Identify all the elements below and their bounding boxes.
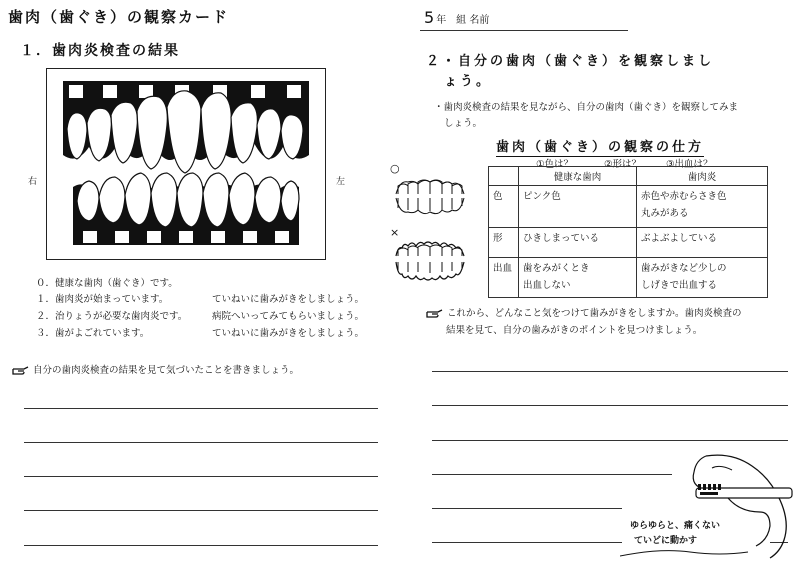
legend-item-1	[36, 292, 376, 308]
section-2-heading	[426, 52, 714, 92]
legend-3-text: ３．歯がよごれています。	[36, 328, 150, 339]
gingivitis-bleeding-line-2: しげきで出血する	[641, 280, 718, 291]
class-name-label: 年 組 名前	[436, 15, 490, 26]
row-label-bleeding: 出血	[489, 258, 519, 298]
legend-item-3	[36, 326, 376, 342]
writing-line[interactable]	[24, 408, 378, 409]
row-label-color: 色	[489, 186, 519, 228]
intro-line-2: しょう。	[444, 118, 483, 129]
cell-healthy-shape: ひきしまっている	[519, 228, 637, 258]
gingivitis-bleeding-line-1: 歯みがきなど少しの	[641, 263, 727, 274]
writing-line[interactable]	[432, 405, 788, 406]
gum-comparison-table	[488, 166, 768, 298]
writing-line[interactable]	[24, 442, 378, 443]
left-instruction-text: 自分の歯肉炎検査の結果を見て気づいたことを書きましょう。	[33, 365, 300, 376]
caption-line-1: ゆらゆらと、痛くない	[630, 521, 721, 531]
writing-line[interactable]	[432, 508, 622, 509]
cell-healthy-bleeding	[519, 258, 637, 298]
section-1-heading: １．歯肉炎検査の結果	[20, 43, 180, 59]
legend-3-advice: ていねいに歯みがきをしましょう。	[212, 328, 365, 339]
table-row	[489, 258, 768, 298]
cell-gingivitis-shape: ぶよぶよしている	[637, 228, 768, 258]
card-title: 歯肉（歯ぐき）の観察カード	[8, 8, 230, 26]
table-header-gingivitis: 歯肉炎	[637, 167, 768, 186]
legend-2-text: ２．治りょうが必要な歯肉炎です。	[36, 311, 188, 322]
cell-gingivitis-color	[637, 186, 768, 228]
teeth-chart	[46, 68, 326, 260]
right-side-label: 右	[28, 177, 38, 187]
healthy-mark: ○	[390, 162, 400, 175]
section-2-line-2: ょう。	[444, 74, 493, 89]
writing-line[interactable]	[432, 440, 788, 441]
left-instruction	[12, 362, 299, 376]
teeth-diagram	[47, 69, 324, 258]
question-color: ①色は？	[536, 159, 574, 170]
observation-intro	[434, 100, 784, 132]
legend-1-text: １．歯肉炎が始まっています。	[36, 294, 169, 305]
cell-gingivitis-bleeding	[637, 258, 768, 298]
gingivitis-mark: ×	[390, 226, 400, 239]
legend-item-2	[36, 309, 376, 325]
writing-line[interactable]	[24, 476, 378, 477]
grade-number: 5	[424, 8, 435, 27]
gingivitis-color-line-1: 赤色や赤むらさき色	[641, 191, 727, 202]
legend-item-0	[36, 276, 178, 292]
name-field-line[interactable]	[420, 30, 628, 31]
pointing-hand-icon	[12, 366, 30, 376]
section-2-line-1: ２・自分の歯肉（歯ぐき）を観察しまし	[426, 54, 715, 69]
writing-line[interactable]	[432, 371, 788, 372]
table-header-healthy: 健康な歯肉	[519, 167, 637, 186]
right-instruction-line-1: これから、どんなこと気をつけて歯みがきをしますか。歯肉炎検査の	[447, 308, 742, 319]
writing-line[interactable]	[432, 542, 622, 543]
writing-line[interactable]	[24, 510, 378, 511]
how-to-observe-title: 歯肉（歯ぐき）の観察の仕方	[496, 136, 704, 157]
question-shape: ②形は？	[604, 159, 642, 170]
cell-healthy-color: ピンク色	[519, 186, 637, 228]
legend-2-advice: 病院へいってみてもらいましょう。	[212, 311, 365, 322]
table-header-blank	[489, 167, 519, 186]
table-row	[489, 228, 768, 258]
right-instruction-line-2: 結果を見て、自分の歯みがきのポイントを見つけましょう。	[446, 325, 703, 336]
brushing-caption	[630, 519, 720, 549]
intro-line-1: ・歯肉炎検査の結果を見ながら、自分の歯肉（歯ぐき）を観察してみま	[434, 102, 739, 113]
healthy-gum-illustration	[394, 176, 466, 218]
legend-1-advice: ていねいに歯みがきをしましょう。	[212, 294, 365, 305]
gingivitis-color-line-2: 丸みがある	[641, 208, 689, 219]
healthy-bleeding-line-1: 歯をみがくとき	[523, 263, 590, 274]
right-instruction	[426, 305, 786, 339]
healthy-bleeding-line-2: 出血しない	[523, 280, 571, 291]
gingivitis-gum-illustration	[394, 238, 466, 284]
writing-line[interactable]	[24, 545, 378, 546]
row-label-shape: 形	[489, 228, 519, 258]
caption-line-2: ていどに動かす	[634, 536, 698, 546]
table-header-row	[489, 167, 768, 186]
question-bleeding: ③出血は？	[666, 159, 713, 170]
table-row	[489, 186, 768, 228]
left-side-label: 左	[336, 177, 346, 187]
grade-class-name	[424, 8, 489, 27]
legend-0-text: ０．健康な歯肉（歯ぐき）です。	[36, 278, 178, 289]
pointing-hand-icon	[426, 309, 444, 319]
